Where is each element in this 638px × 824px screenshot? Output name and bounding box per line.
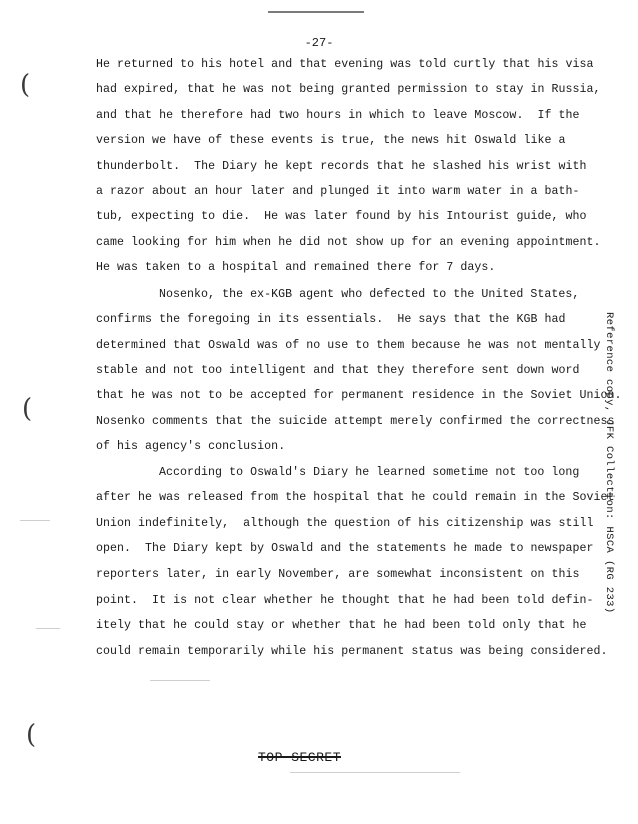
text-line: Nosenko, the ex-KGB agent who defected to the United States,	[159, 288, 580, 301]
text-line: reporters later, in early November, are somewhat inconsistent on this	[96, 568, 580, 581]
text-line: and that he therefore had two hours in which to leave Moscow. If the	[96, 109, 580, 122]
classification-stamp: TOP SECRET	[258, 750, 342, 765]
text-line: According to Oswald's Diary he learned sometime not too long	[159, 466, 580, 479]
archive-reference-note: Reference copy, JFK Collection: HSCA (RG 233)	[603, 312, 615, 614]
binder-hole-mark: (	[26, 720, 37, 750]
page-number: -27-	[304, 36, 334, 50]
text-line: Nosenko comments that the suicide attempt merely confirmed the correctness	[96, 415, 615, 428]
text-line: confirms the foregoing in its essentials. He says that the KGB had	[96, 313, 566, 326]
text-line: point. It is not clear whether he thought that he had been told defin-	[96, 594, 594, 607]
text-line: came looking for him when he did not show up for an evening appointment.	[96, 236, 601, 249]
scan-mark	[268, 6, 364, 13]
text-line: that he was not to be accepted for permanent residence in the Soviet Union.	[96, 389, 622, 402]
text-line: version we have of these events is true, the news hit Oswald like a	[96, 134, 566, 147]
text-line: stable and not too intelligent and that they therefore sent down word	[96, 364, 580, 377]
text-line: after he was released from the hospital that he could remain in the Soviet	[96, 491, 615, 504]
text-line: itely that he could stay or whether that he had been told only that he	[96, 619, 587, 632]
scan-smudge	[20, 520, 50, 521]
text-line: tub, expecting to die. He was later found by his Intourist guide, who	[96, 210, 587, 223]
text-line: had expired, that he was not being granted permission to stay in Russia,	[96, 83, 601, 96]
binder-hole-mark: (	[20, 70, 31, 100]
scan-smudge	[150, 680, 210, 681]
text-line: He was taken to a hospital and remained there for 7 days.	[96, 261, 496, 274]
text-line: Union indefinitely, although the question of his citizenship was still	[96, 517, 594, 530]
text-line: He returned to his hotel and that evening was told curtly that his visa	[96, 58, 594, 71]
text-line: thunderbolt. The Diary he kept records that he slashed his wrist with	[96, 160, 587, 173]
text-line: could remain temporarily while his permanent status was being considered.	[96, 645, 608, 658]
text-line: open. The Diary kept by Oswald and the statements he made to newspaper	[96, 542, 594, 555]
scan-smudge	[36, 628, 60, 629]
text-line: of his agency's conclusion.	[96, 440, 286, 453]
text-line: determined that Oswald was of no use to them because he was not mentally	[96, 339, 601, 352]
text-line: a razor about an hour later and plunged it into warm water in a bath-	[96, 185, 580, 198]
scan-smudge	[290, 772, 460, 773]
binder-hole-mark: (	[22, 394, 33, 424]
